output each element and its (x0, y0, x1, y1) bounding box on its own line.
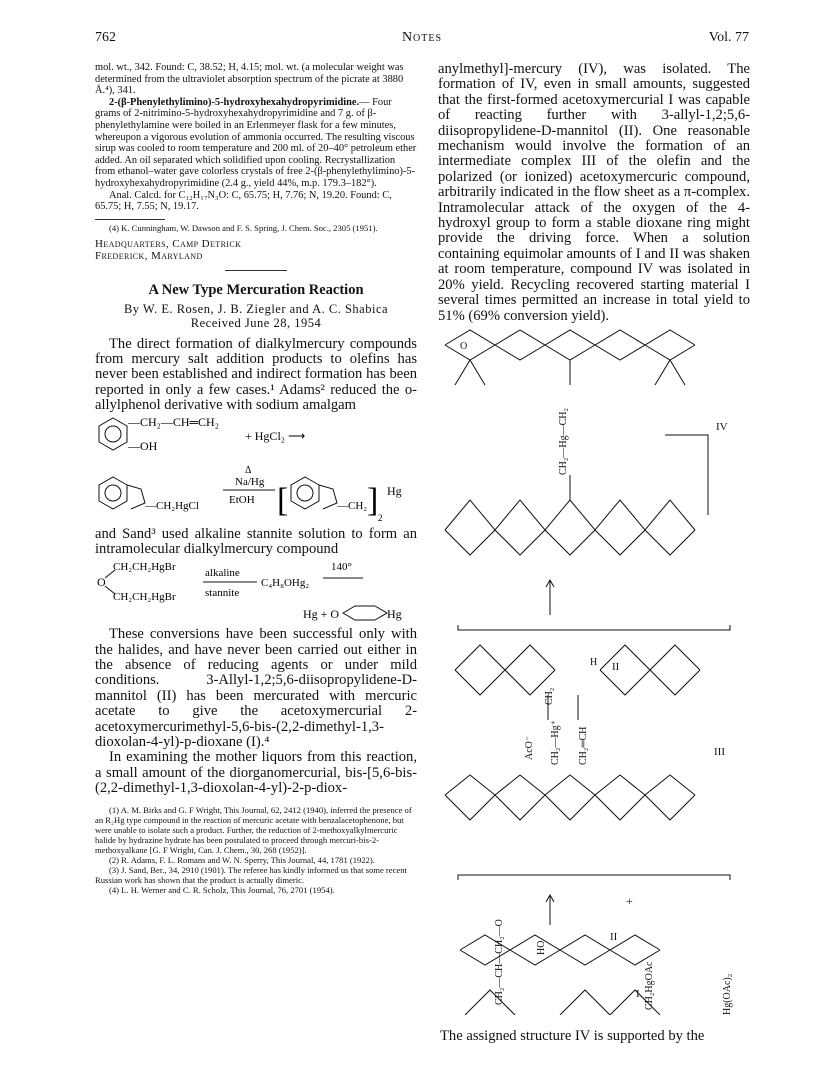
paragraph-4: In examining the mother liquors from this reaction, a small amount of the diorganomercurial, bis-[5,6-bis-(2,2-dimethyl-1,3-dioxolan-4-yl)-2-p-diox- (95, 749, 417, 797)
allyl-chain-label: CH₂—CH—CH₂—O (494, 919, 505, 1005)
benzofuran-ring-right (291, 477, 319, 509)
address-line-1: Headquarters, Camp Detrick (95, 237, 242, 250)
olefin-bond: CH₂═CH (578, 726, 589, 765)
footnote-2: (2) R. Adams, F. L. Romans and W. N. Sperry, This Journal, 44, 1781 (1922). (109, 854, 375, 865)
hydroxy-label: HO (536, 940, 547, 955)
i-ii-top-rings (460, 935, 660, 965)
heat-symbol: Δ (245, 465, 252, 477)
address-block (95, 238, 417, 262)
scheme-1 (95, 414, 417, 460)
subscript-2: 2 (378, 513, 383, 524)
analysis-line: Anal. Calcd. for C₁₂H₁₇N₃O: C, 65.75; H, 7.76; N, 19.20. Found: C, 65.75; H, 7.55; N, 19.17. (95, 189, 392, 213)
chloromercury-group: —CH₂HgCl (145, 500, 199, 513)
iii-methylene: CH₂ (544, 687, 555, 705)
running-title: Notes (401, 30, 443, 45)
running-header (95, 30, 749, 50)
label-iv: IV (716, 421, 728, 433)
bromomercury-top: CH₂CH₂HgBr (113, 560, 176, 573)
left-column (95, 62, 417, 895)
iv-return-arrow (665, 435, 708, 515)
reagent-alkaline: alkaline (205, 566, 240, 579)
right-paragraph-1: anylmethyl]-mercury (IV), was isolated. The formation of IV, even in small amounts, suggested that the first-formed acetoxymercurial I was capable of reacting further with 3-allyl-1,2;5,6-diisopropylidene-D-mannitol (II). One reasonable mechanism would involve the formation of an intermediate complex III of the olefin and the polarized (or ionized) acetoxymercuric compound, arbitrarily indicated in the flow sheet as a π-complex. Intramolecular attack of the oxygen of the 4-hydroxyl group to form a stable dioxane ring might provide the driving force. When a solution containing equimolar amounts of I and II was shaken at room temperature, compound IV was isolated in 20% yield. Recycling recovered starting material I several times permitted an increase in total yield to 51% (69% conversion yield). (438, 61, 750, 324)
hydrogen-label: H (590, 657, 598, 668)
bracket-iii-bottom (458, 875, 730, 880)
footnote-4-prev: (4) K. Cunningham, W. Dawson and F. S. Spring, J. Chem. Soc., 2305 (1951). (109, 222, 378, 233)
oxamercurane-ring (343, 606, 387, 620)
footnote-1: (1) A. M. Birks and G. F Wright, This Journal, 62, 2412 (1940), inferred the presence of an R₂Hg type compound in the reaction of mercuric acetate with benzalacetophenone, but were unable to isolate such a product. Further, the reduction of 2-methoxyalkylmercuric halide by hydrazine hydrate has been postulated to proceed through mercuri-bis-2-methoxyalkane [G. F Wright, Can. J. Chem., 30, 268 (1952)]. (95, 804, 412, 855)
product-c4h8ohg2: C₄H₈OHg₂ (261, 576, 310, 589)
benzene-ring-1-inner (105, 426, 121, 442)
benzofuran-ring-left-inner (105, 485, 121, 501)
closing-sentence: The assigned structure IV is supported by the (440, 1028, 705, 1044)
reagent-hgcl2: + HgCl₂ ⟶ (245, 428, 306, 443)
allyl-group: —CH₂—CH═CH₂ (128, 414, 219, 429)
received-date: Received June 28, 1954 (190, 315, 322, 330)
label-iii: III (714, 746, 725, 758)
bracket-open: [ (277, 482, 289, 520)
reagent-na-hg: Na/Hg (235, 476, 265, 489)
paragraph-3: These conversions have been successful only with the halides, and have never been carried out either in the absence of reducing agents or under mild conditions. 3-Allyl-1,2;5,6-diisopropylidene-D-mannitol (II) has been mercurated with mercuric acetate to give the acetoxymercurial 2-acetoxymercurimethyl-5,6-bis-(2,2-dimethyl-1,3-dioxolan-4-yl)-p-dioxane (I).⁴ (95, 626, 417, 750)
solvent-etoh: EtOH (229, 494, 255, 507)
address-line-2: Frederick, Maryland (95, 249, 203, 262)
acetoxymercuri-label: CH₂HgOAc (644, 961, 655, 1010)
mercuric-acetate-label: Hg(OAc)₂ (722, 973, 733, 1015)
methylene-group: —CH₂ (337, 500, 368, 513)
prep-heading: 2-(β-Phenylethylimino)-5-hydroxyhexahydropyrimidine. (109, 96, 360, 108)
page-number: 762 (95, 30, 116, 45)
right-column (438, 62, 750, 324)
iii-top-rings (455, 645, 700, 695)
section-rule (225, 270, 287, 271)
plus-sign: + (626, 894, 633, 908)
final-products: Hg + O (303, 606, 340, 621)
paragraph-2: and Sand³ used alkaline stannite solution to form an intramolecular dialkylmercury compound (95, 525, 417, 558)
acetate-ion: AcO⁻ (524, 735, 535, 760)
bracket-close: ] (367, 482, 379, 520)
iv-mercury-chain: CH₂—Hg—CH₂ (558, 408, 569, 475)
footnote-3: (3) J. Sand, Ber., 34, 2910 (1901). The referee has kindly informed us that some recent Russian work has shown that the product is actually dimeric. (95, 864, 407, 885)
bromomercury-bottom: CH₂CH₂HgBr (113, 590, 176, 603)
footnote-4: (4) L. H. Werner and C. R. Scholz, This Journal, 76, 2701 (1954). (109, 884, 335, 895)
temperature-140: 140° (331, 560, 352, 573)
bracket-iii-top (458, 625, 730, 630)
furan-ring-right (319, 485, 337, 509)
iv-bottom-rings (445, 500, 695, 555)
prep-paragraph: 2-(β-Phenylethylimino)-5-hydroxyhexahydropyrimidine.— Four grams of 2-nitrimino-5-hydroxyhexahydropyrimidine and 7 g. of β-phenylethylamine were boiled in an Erlenmeyer flask for a few minutes, whereupon a vigorous evolution of ammonia occurred. The resulting viscous sirup was cooled to room temperature and 200 ml. of 20–40° petroleum ether added. An oil separated which solidified upon cooling. Recrystallization from ethanol–water gave colorless crystals of free 2-(β-phenylethylimino)-5-hydroxyhexahydropyrimidine (2.4 g., yield 44%, m.p. 179.3–182°). (95, 96, 417, 189)
benzofuran-ring-left (99, 477, 127, 509)
furan-ring-left (127, 485, 145, 509)
iii-bottom-rings (445, 775, 695, 820)
prep-body: Four grams of 2-nitrimino-5-hydroxyhexahydropyrimidine and 7 g. of β-phenylethylamine were boiled in an Erlenmeyer flask for a few minutes, whereupon a vigorous evolution of ammonia occurred. The resulting viscous sirup was cooled to room temperature and 200 ml. of 20–40° petroleum ether added. An oil separated which solidified upon cooling. Recrystallization from ethanol–water gave colorless crystals of free 2-(β-phenylethylimino)-5-hydroxyhexahydropyrimidine (2.4 g., yield 44%, m.p. 179.3–182°). (95, 96, 417, 189)
footnote-spacer (95, 801, 417, 802)
article-title: A New Type Mercuration Reaction (148, 281, 364, 298)
scheme-2 (95, 463, 417, 523)
oxygen-label-1: O (460, 341, 468, 352)
paragraph-1: The direct formation of dialkylmercury compounds from mercury salt addition products to olefins has never been established and indirect formation has been reported in only a few cases.¹ Adams² reduced the o-allylphenol derivative with sodium amalgam (95, 335, 417, 414)
label-ii-top: II (612, 661, 620, 673)
footnote-rule (95, 219, 165, 220)
benzofuran-ring-right-inner (297, 485, 313, 501)
authors: By W. E. Rosen, J. B. Ziegler and A. C. Shabica (123, 302, 389, 317)
volume-label: Vol. 77 (708, 30, 749, 45)
scheme-3 (95, 558, 417, 624)
mercury-label: Hg (387, 484, 402, 499)
oxygen-atom: O (97, 574, 106, 589)
label-i: I (636, 988, 640, 1000)
mercury-cation: CH₂—Hg⁺ (550, 720, 561, 765)
benzene-ring-1 (99, 418, 127, 450)
flow-sheet-diagram (440, 325, 740, 1015)
label-ii-bottom: II (610, 931, 618, 943)
ring-mercury: Hg (387, 606, 402, 621)
intro-paragraph: mol. wt., 342. Found: C, 38.52; H, 4.15; mol. wt. (a molecular weight was determined from the ultraviolet absorption spectrum of the picrate at 3880 Å.⁴), 341. (95, 62, 404, 97)
hydroxyl-group: —OH (128, 438, 158, 453)
reagent-stannite: stannite (205, 586, 240, 599)
